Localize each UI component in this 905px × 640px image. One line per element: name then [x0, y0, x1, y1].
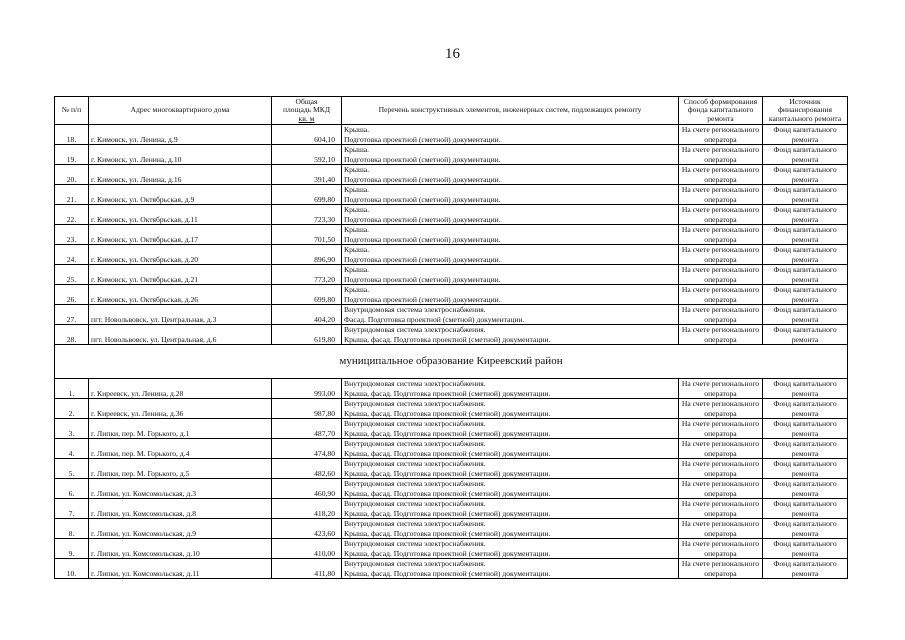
method-line: На счете регионального	[681, 165, 760, 175]
row-funding-source	[763, 399, 848, 419]
method-line: оператора	[704, 508, 737, 518]
works-line: Крыша.	[344, 265, 370, 275]
row-address: г. Кимовск, ул. Ленина, д.16	[89, 165, 272, 185]
method-line: оператора	[704, 294, 737, 304]
row-works	[342, 399, 679, 419]
row-area: 418,20	[272, 499, 342, 519]
source-line: ремонта	[791, 388, 819, 398]
row-number: 19.	[55, 145, 89, 165]
row-funding-source	[763, 459, 848, 479]
table-row	[55, 459, 848, 479]
method-line: На счете регионального	[681, 205, 760, 215]
row-number: 22.	[55, 205, 89, 225]
row-number: 5.	[55, 459, 89, 479]
page-number: 16	[445, 46, 460, 62]
works-line: Крыша, фасад. Подготовка проектной (сметной) документации.	[344, 528, 551, 538]
row-works	[342, 439, 679, 459]
source-line: ремонта	[791, 334, 819, 344]
source-line: ремонта	[791, 568, 819, 578]
row-address: г. Липки, пер. М. Горького, д.5	[89, 459, 272, 479]
row-funding-method	[679, 539, 763, 559]
method-line: На счете регионального	[681, 559, 760, 569]
row-address: г. Кимовск, ул. Октябрьская, д.20	[89, 245, 272, 265]
row-funding-source	[763, 479, 848, 499]
row-number: 6.	[55, 479, 89, 499]
source-line: Фонд капитального	[773, 165, 837, 175]
source-line: Фонд капитального	[773, 499, 837, 509]
row-works	[342, 459, 679, 479]
row-area: 423,60	[272, 519, 342, 539]
table-row	[55, 245, 848, 265]
works-line: Подготовка проектной (сметной) документации.	[344, 134, 501, 144]
works-line: Крыша.	[344, 225, 370, 235]
row-address: г. Киреевск, ул. Ленина, д.36	[89, 399, 272, 419]
row-works	[342, 325, 679, 345]
method-line: оператора	[704, 274, 737, 284]
source-line: Фонд капитального	[773, 399, 837, 409]
row-area: 404,20	[272, 305, 342, 325]
works-line: Крыша, фасад. Подготовка проектной (сметной) документации.	[344, 334, 551, 344]
row-funding-method	[679, 419, 763, 439]
row-number: 2.	[55, 399, 89, 419]
row-works	[342, 225, 679, 245]
method-line: На счете регионального	[681, 145, 760, 155]
works-line: Крыша.	[344, 285, 370, 295]
table-row	[55, 205, 848, 225]
method-line: На счете регионального	[681, 419, 760, 429]
row-area: 619,80	[272, 325, 342, 345]
row-area: 773,20	[272, 265, 342, 285]
row-address: г. Липки, ул. Комсомольская, д.3	[89, 479, 272, 499]
method-line: оператора	[704, 568, 737, 578]
row-area: 482,60	[272, 459, 342, 479]
works-line: Подготовка проектной (сметной) документации.	[344, 274, 501, 284]
row-works	[342, 285, 679, 305]
table-row	[55, 145, 848, 165]
row-area: 391,40	[272, 165, 342, 185]
row-address: г. Липки, пер. М. Горького, д.1	[89, 419, 272, 439]
source-line: ремонта	[791, 428, 819, 438]
row-funding-source	[763, 245, 848, 265]
row-funding-method	[679, 325, 763, 345]
row-funding-source	[763, 419, 848, 439]
works-line: Подготовка проектной (сметной) документации.	[344, 174, 501, 184]
row-funding-source	[763, 225, 848, 245]
row-funding-method	[679, 399, 763, 419]
source-line: Фонд капитального	[773, 559, 837, 569]
row-funding-source	[763, 265, 848, 285]
source-line: ремонта	[791, 214, 819, 224]
row-funding-method	[679, 519, 763, 539]
method-line: оператора	[704, 154, 737, 164]
row-area: 896,90	[272, 245, 342, 265]
row-funding-method	[679, 225, 763, 245]
works-line: Крыша.	[344, 165, 370, 175]
row-works	[342, 479, 679, 499]
row-address: г. Липки, пер. М. Горького, д.4	[89, 439, 272, 459]
row-area: 474,80	[272, 439, 342, 459]
row-address: г. Липки, ул. Комсомольская, д.11	[89, 559, 272, 579]
source-line: ремонта	[791, 548, 819, 558]
table-row	[55, 379, 848, 399]
source-line: ремонта	[791, 314, 819, 324]
method-line: На счете регионального	[681, 325, 760, 335]
source-line: ремонта	[791, 408, 819, 418]
row-address: г. Кимовск, ул. Октябрьская, д.21	[89, 265, 272, 285]
row-works	[342, 165, 679, 185]
row-funding-source	[763, 539, 848, 559]
row-funding-source	[763, 285, 848, 305]
works-line: Внутридомовая система электроснабжения.	[344, 379, 486, 389]
section-row	[55, 345, 848, 379]
method-line: На счете регионального	[681, 519, 760, 529]
row-works	[342, 499, 679, 519]
source-line: ремонта	[791, 508, 819, 518]
source-line: Фонд капитального	[773, 439, 837, 449]
header-area-line1: Общая	[295, 97, 318, 107]
row-funding-method	[679, 439, 763, 459]
row-funding-source	[763, 185, 848, 205]
method-line: На счете регионального	[681, 399, 760, 409]
row-funding-method	[679, 245, 763, 265]
row-area: 701,50	[272, 225, 342, 245]
row-number: 20.	[55, 165, 89, 185]
method-line: На счете регионального	[681, 539, 760, 549]
row-area: 987,80	[272, 399, 342, 419]
row-area: 460,90	[272, 479, 342, 499]
row-works	[342, 205, 679, 225]
source-line: Фонд капитального	[773, 185, 837, 195]
works-line: Крыша, фасад. Подготовка проектной (сметной) документации.	[344, 568, 551, 578]
row-address: г. Липки, ул. Комсомольская, д.8	[89, 499, 272, 519]
row-funding-method	[679, 145, 763, 165]
table-row	[55, 499, 848, 519]
works-line: Внутридомовая система электроснабжения.	[344, 399, 486, 409]
table-row	[55, 285, 848, 305]
source-line: Фонд капитального	[773, 519, 837, 529]
method-line: оператора	[704, 388, 737, 398]
row-funding-method	[679, 265, 763, 285]
table-row	[55, 225, 848, 245]
source-line: Фонд капитального	[773, 205, 837, 215]
row-address: г. Кимовск, ул. Ленина, д.9	[89, 125, 272, 145]
method-line: На счете регионального	[681, 439, 760, 449]
works-line: Крыша, фасад. Подготовка проектной (сметной) документации.	[344, 488, 551, 498]
row-funding-source	[763, 559, 848, 579]
row-address: г. Липки, ул. Комсомольская, д.9	[89, 519, 272, 539]
row-address: г. Кимовск, ул. Октябрьская, д.9	[89, 185, 272, 205]
method-line: оператора	[704, 254, 737, 264]
row-works	[342, 379, 679, 399]
row-area: 411,80	[272, 559, 342, 579]
source-line: ремонта	[791, 194, 819, 204]
source-line: Фонд капитального	[773, 245, 837, 255]
method-line: оператора	[704, 194, 737, 204]
works-line: Подготовка проектной (сметной) документации.	[344, 254, 501, 264]
method-line: На счете регионального	[681, 459, 760, 469]
works-line: Крыша, фасад. Подготовка проектной (сметной) документации.	[344, 388, 551, 398]
method-line: оператора	[704, 134, 737, 144]
source-line: ремонта	[791, 134, 819, 144]
row-area: 487,70	[272, 419, 342, 439]
table-row	[55, 479, 848, 499]
row-address: пгт. Новольвовск, ул. Центральная, д.6	[89, 325, 272, 345]
source-line: Фонд капитального	[773, 265, 837, 275]
works-line: Крыша, фасад. Подготовка проектной (сметной) документации.	[344, 428, 551, 438]
method-line: оператора	[704, 174, 737, 184]
header-works: Перечень конструктивных элементов, инженерных систем, подлежащих ремонту	[342, 97, 679, 125]
method-line: На счете регионального	[681, 225, 760, 235]
works-line: Крыша, фасад. Подготовка проектной (сметной) документации.	[344, 408, 551, 418]
row-area: 699,80	[272, 285, 342, 305]
header-area-line2: площадь МКД	[282, 105, 331, 115]
method-line: оператора	[704, 334, 737, 344]
row-address: г. Кимовск, ул. Октябрьская, д.26	[89, 285, 272, 305]
table-row	[55, 439, 848, 459]
row-number: 3.	[55, 419, 89, 439]
row-number: 1.	[55, 379, 89, 399]
method-line: оператора	[704, 488, 737, 498]
row-area: 723,30	[272, 205, 342, 225]
source-line: ремонта	[791, 154, 819, 164]
row-address: г. Киреевск, ул. Ленина, д.28	[89, 379, 272, 399]
header-area	[272, 97, 342, 125]
row-funding-source	[763, 305, 848, 325]
works-line: Подготовка проектной (сметной) документации.	[344, 194, 501, 204]
row-funding-source	[763, 145, 848, 165]
row-address: г. Липки, ул. Комсомольская, д.10	[89, 539, 272, 559]
row-works	[342, 245, 679, 265]
table-row	[55, 125, 848, 145]
works-line: Подготовка проектной (сметной) документации.	[344, 214, 501, 224]
source-line: ремонта	[791, 488, 819, 498]
row-area: 993,00	[272, 379, 342, 399]
table-row	[55, 325, 848, 345]
row-number: 26.	[55, 285, 89, 305]
header-source: Источник финансирования капитального ремонта	[763, 97, 848, 125]
row-number: 8.	[55, 519, 89, 539]
row-number: 24.	[55, 245, 89, 265]
row-funding-source	[763, 519, 848, 539]
row-address: г. Кимовск, ул. Ленина, д.10	[89, 145, 272, 165]
row-number: 10.	[55, 559, 89, 579]
source-line: Фонд капитального	[773, 145, 837, 155]
row-funding-method	[679, 479, 763, 499]
method-line: оператора	[704, 408, 737, 418]
works-line: Крыша.	[344, 245, 370, 255]
table-row	[55, 539, 848, 559]
method-line: На счете регионального	[681, 245, 760, 255]
row-address: пгт. Новольвовск, ул. Центральная, д.3	[89, 305, 272, 325]
row-address: г. Кимовск, ул. Октябрьская, д.11	[89, 205, 272, 225]
works-line: Внутридомовая система электроснабжения.	[344, 499, 486, 509]
works-line: Крыша, фасад. Подготовка проектной (сметной) документации.	[344, 448, 551, 458]
works-line: Подготовка проектной (сметной) документации.	[344, 234, 501, 244]
row-area: 410,00	[272, 539, 342, 559]
row-number: 28.	[55, 325, 89, 345]
method-line: На счете регионального	[681, 479, 760, 489]
table-row	[55, 165, 848, 185]
method-line: оператора	[704, 214, 737, 224]
method-line: оператора	[704, 548, 737, 558]
works-line: Крыша, фасад. Подготовка проектной (сметной) документации.	[344, 548, 551, 558]
method-line: оператора	[704, 468, 737, 478]
row-number: 25.	[55, 265, 89, 285]
row-works	[342, 185, 679, 205]
works-line: Подготовка проектной (сметной) документации.	[344, 294, 501, 304]
row-funding-source	[763, 499, 848, 519]
source-line: Фонд капитального	[773, 459, 837, 469]
works-line: Внутридомовая система электроснабжения.	[344, 459, 486, 469]
section-title: муниципальное образование Киреевский район	[55, 345, 848, 379]
method-line: На счете регионального	[681, 185, 760, 195]
source-line: Фонд капитального	[773, 225, 837, 235]
row-number: 9.	[55, 539, 89, 559]
method-line: На счете регионального	[681, 379, 760, 389]
source-line: ремонта	[791, 254, 819, 264]
source-line: Фонд капитального	[773, 379, 837, 389]
source-line: ремонта	[791, 294, 819, 304]
method-line: оператора	[704, 448, 737, 458]
row-area: 604,10	[272, 125, 342, 145]
source-line: Фонд капитального	[773, 325, 837, 335]
method-line: На счете регионального	[681, 125, 760, 135]
source-line: ремонта	[791, 234, 819, 244]
row-works	[342, 419, 679, 439]
method-line: оператора	[704, 428, 737, 438]
works-line: Внутридомовая система электроснабжения.	[344, 419, 486, 429]
header-method: Способ формирования фонда капитального ремонта	[679, 97, 763, 125]
works-line: Внутридомовая система электроснабжения.	[344, 559, 486, 569]
works-line: Крыша.	[344, 205, 370, 215]
method-line: На счете регионального	[681, 265, 760, 275]
row-funding-source	[763, 205, 848, 225]
row-funding-method	[679, 125, 763, 145]
row-address: г. Кимовск, ул. Октябрьская, д.17	[89, 225, 272, 245]
row-number: 18.	[55, 125, 89, 145]
row-funding-method	[679, 165, 763, 185]
table-body	[55, 125, 848, 579]
row-funding-method	[679, 459, 763, 479]
row-funding-source	[763, 379, 848, 399]
source-line: ремонта	[791, 448, 819, 458]
source-line: Фонд капитального	[773, 285, 837, 295]
source-line: Фонд капитального	[773, 125, 837, 135]
works-line: Внутридомовая система электроснабжения.	[344, 539, 486, 549]
row-works	[342, 305, 679, 325]
row-works	[342, 145, 679, 165]
table-row	[55, 305, 848, 325]
row-funding-method	[679, 305, 763, 325]
table-row	[55, 559, 848, 579]
source-line: Фонд капитального	[773, 305, 837, 315]
capital-repair-table	[54, 96, 848, 579]
works-line: Внутридомовая система электроснабжения.	[344, 305, 486, 315]
row-funding-source	[763, 439, 848, 459]
method-line: На счете регионального	[681, 305, 760, 315]
row-funding-method	[679, 285, 763, 305]
source-line: ремонта	[791, 468, 819, 478]
table-row	[55, 185, 848, 205]
works-line: Крыша, фасад. Подготовка проектной (сметной) документации.	[344, 468, 551, 478]
works-line: Крыша, фасад. Подготовка проектной (сметной) документации.	[344, 508, 551, 518]
row-works	[342, 519, 679, 539]
row-funding-method	[679, 185, 763, 205]
method-line: оператора	[704, 234, 737, 244]
works-line: Внутридомовая система электроснабжения.	[344, 325, 486, 335]
header-area-unit: кв. м	[298, 113, 315, 123]
row-area: 592,10	[272, 145, 342, 165]
works-line: Крыша.	[344, 185, 370, 195]
row-funding-method	[679, 205, 763, 225]
works-line: Внутридомовая система электроснабжения.	[344, 439, 486, 449]
works-line: Крыша.	[344, 125, 370, 135]
table-row	[55, 399, 848, 419]
row-works	[342, 539, 679, 559]
source-line: ремонта	[791, 174, 819, 184]
method-line: оператора	[704, 528, 737, 538]
row-funding-method	[679, 379, 763, 399]
source-line: Фонд капитального	[773, 539, 837, 549]
row-funding-source	[763, 125, 848, 145]
row-number: 23.	[55, 225, 89, 245]
header-num: № п/п	[55, 97, 89, 125]
row-number: 27.	[55, 305, 89, 325]
source-line: Фонд капитального	[773, 479, 837, 489]
source-line: ремонта	[791, 274, 819, 284]
works-line: Внутридомовая система электроснабжения.	[344, 519, 486, 529]
method-line: На счете регионального	[681, 285, 760, 295]
row-number: 21.	[55, 185, 89, 205]
works-line: Внутридомовая система электроснабжения.	[344, 479, 486, 489]
row-funding-source	[763, 325, 848, 345]
source-line: ремонта	[791, 528, 819, 538]
row-funding-method	[679, 559, 763, 579]
header-address: Адрес многоквартирного дома	[89, 97, 272, 125]
table-row	[55, 419, 848, 439]
works-line: Крыша.	[344, 145, 370, 155]
row-number: 7.	[55, 499, 89, 519]
works-line: Подготовка проектной (сметной) документации.	[344, 154, 501, 164]
table-header-row	[55, 97, 848, 125]
row-works	[342, 559, 679, 579]
table-row	[55, 265, 848, 285]
row-works	[342, 125, 679, 145]
works-line: Фасад. Подготовка проектной (сметной) документации.	[344, 314, 525, 324]
table-row	[55, 519, 848, 539]
row-area: 699,80	[272, 185, 342, 205]
method-line: оператора	[704, 314, 737, 324]
row-funding-source	[763, 165, 848, 185]
row-number: 4.	[55, 439, 89, 459]
method-line: На счете регионального	[681, 499, 760, 509]
row-works	[342, 265, 679, 285]
source-line: Фонд капитального	[773, 419, 837, 429]
row-funding-method	[679, 499, 763, 519]
